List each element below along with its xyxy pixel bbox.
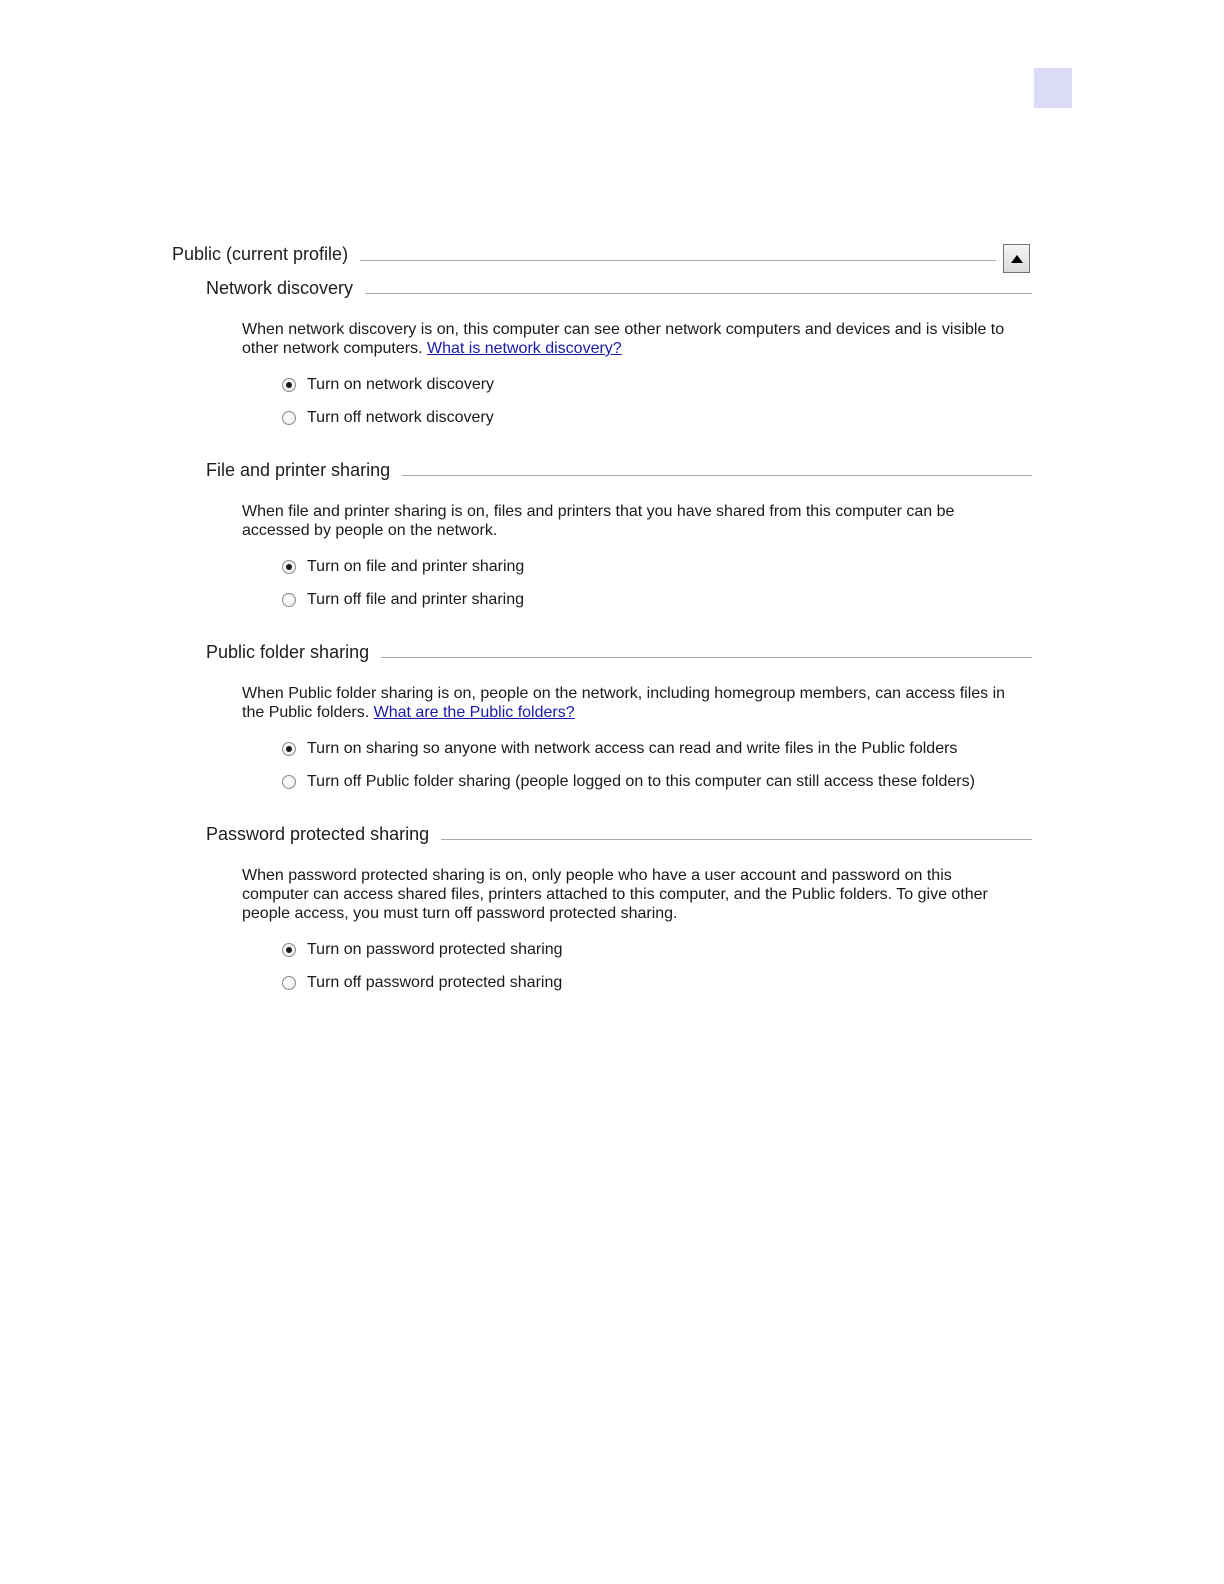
radio-label: Turn on file and printer sharing: [307, 557, 525, 575]
radio-option-off[interactable]: [282, 765, 1032, 798]
section-public-folder-sharing: [206, 640, 1032, 822]
radio-label: Turn off file and printer sharing: [307, 590, 525, 608]
section-password-protected-sharing: [206, 822, 1032, 999]
radio-group: [282, 933, 1032, 999]
profile-divider: [360, 260, 996, 261]
radio-group: [282, 550, 1032, 616]
section-header: [206, 276, 1032, 310]
radio-group: [282, 732, 1032, 798]
radio-label: Turn on password protected sharing: [307, 940, 563, 958]
radio-checked-icon[interactable]: [282, 560, 296, 574]
radio-checked-icon[interactable]: [282, 378, 296, 392]
radio-unchecked-icon[interactable]: [282, 976, 296, 990]
description-text: When file and printer sharing is on, files and printers that you have shared from this computer can be accessed by people on the network.: [242, 503, 955, 539]
profile-header: [172, 242, 1032, 276]
radio-unchecked-icon[interactable]: [282, 775, 296, 789]
radio-label: Turn on network discovery: [307, 375, 495, 393]
radio-label: Turn off password protected sharing: [307, 973, 563, 991]
section-header: [206, 458, 1032, 492]
help-link-public-folders[interactable]: What are the Public folders?: [373, 704, 575, 721]
section-description: [242, 320, 1022, 358]
collapse-button[interactable]: [1003, 244, 1030, 273]
radio-unchecked-icon[interactable]: [282, 593, 296, 607]
section-header: [206, 822, 1032, 856]
section-title: Network discovery: [206, 278, 365, 299]
radio-label: Turn off network discovery: [307, 408, 494, 426]
description-text: When password protected sharing is on, only people who have a user account and password on this computer can access shared files, printers attached to this computer, and the Public folders. To give other people access, you must turn off password protected sharing.: [242, 867, 988, 922]
radio-option-off[interactable]: [282, 401, 1032, 434]
radio-label: Turn on sharing so anyone with network access can read and write files in the Public folders: [307, 739, 958, 757]
profile-title: Public (current profile): [172, 244, 358, 265]
radio-option-on[interactable]: [282, 550, 1032, 583]
radio-group: [282, 368, 1032, 434]
radio-option-on[interactable]: [282, 732, 1032, 765]
section-title: Password protected sharing: [206, 824, 441, 845]
section-description: [242, 866, 1022, 923]
description-text: When network discovery is on, this computer can see other network computers and devices and is visible to other network computers.: [242, 321, 1005, 357]
help-link-network-discovery[interactable]: What is network discovery?: [426, 340, 622, 357]
radio-option-off[interactable]: [282, 966, 1032, 999]
description-text: When Public folder sharing is on, people on the network, including homegroup members, can access files in the Public folders.: [242, 685, 1006, 721]
corner-marker: [1034, 68, 1072, 108]
radio-option-off[interactable]: [282, 583, 1032, 616]
section-title: Public folder sharing: [206, 642, 381, 663]
triangle-up-icon: [1011, 255, 1023, 263]
radio-option-on[interactable]: [282, 933, 1032, 966]
radio-checked-icon[interactable]: [282, 742, 296, 756]
radio-label: Turn off Public folder sharing (people logged on to this computer can still access these folders): [307, 772, 975, 790]
radio-checked-icon[interactable]: [282, 943, 296, 957]
section-header: [206, 640, 1032, 674]
section-file-printer-sharing: [206, 458, 1032, 640]
section-description: [242, 684, 1022, 722]
section-title: File and printer sharing: [206, 460, 402, 481]
radio-unchecked-icon[interactable]: [282, 411, 296, 425]
section-description: [242, 502, 1022, 540]
radio-option-on[interactable]: [282, 368, 1032, 401]
section-network-discovery: [206, 276, 1032, 458]
sharing-settings-panel: [172, 242, 1032, 999]
